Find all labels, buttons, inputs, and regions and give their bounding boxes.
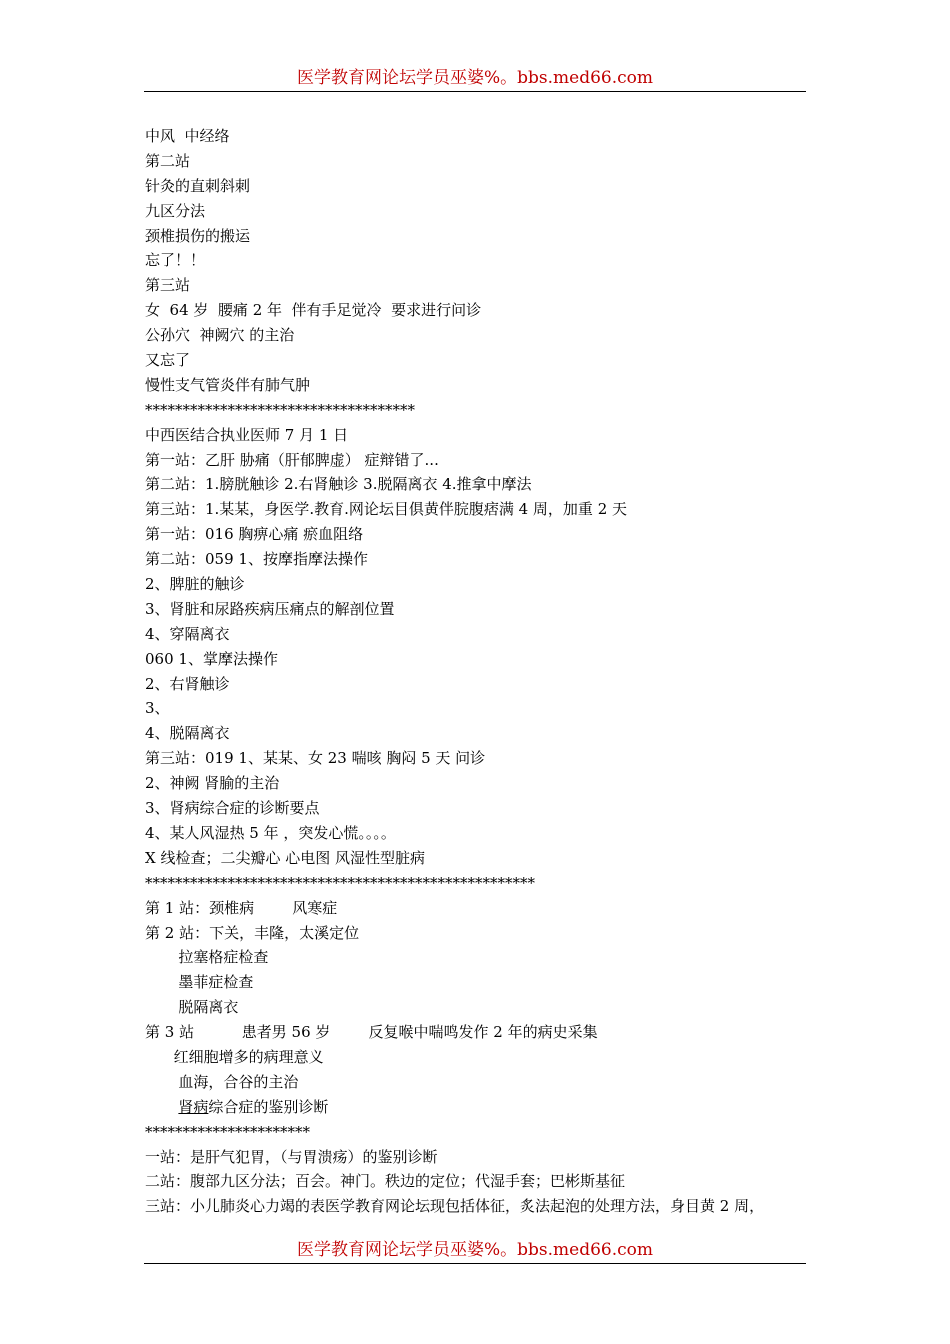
text-line: 第 1 站：颈椎病 风寒症: [145, 898, 338, 917]
text-line: 忘了！！: [145, 251, 206, 270]
line-rest: 综合症的鉴别诊断: [208, 1097, 329, 1116]
text-line: 拉塞格症检查: [145, 948, 269, 967]
text-line: 第二站：059 1、按摩指摩法操作: [145, 550, 368, 569]
text-line: ************************************: [145, 400, 415, 419]
text-line: ****************************************************: [145, 873, 535, 892]
line-indent: [145, 1098, 178, 1116]
text-line: 针灸的直刺斜刺: [145, 176, 251, 195]
text-line: 女 64 岁 腰痛 2 年 伴有手足觉冷 要求进行问诊: [145, 301, 482, 320]
text-line: 九区分法: [145, 201, 206, 220]
text-line: 第二站: [145, 151, 191, 170]
text-line: 慢性支气管炎伴有肺气肿: [145, 375, 311, 394]
text-line: 第三站: [145, 276, 191, 295]
text-line: 2、右肾触诊: [145, 674, 230, 693]
text-line: 第三站：019 1、某某、女 23 喘咳 胸闷 5 天 问诊: [145, 749, 486, 768]
text-line: 060 1、掌摩法操作: [145, 649, 278, 668]
text-line: 公孙穴 神阙穴 的主治: [145, 326, 295, 345]
text-line: 颈椎损伤的搬运: [145, 226, 251, 245]
document-body: [145, 124, 815, 1219]
text-line: 二站：腹部九区分法；百会。神门。秩边的定位；代湿手套；巴彬斯基征: [145, 1172, 626, 1191]
text-line: 一站：是肝气犯胃，（与胃溃疡）的鉴别诊断: [145, 1147, 438, 1166]
text-line: 4、穿隔离衣: [145, 624, 230, 643]
text-line: 血海，合谷的主治: [145, 1072, 299, 1091]
text-line: **********************: [145, 1122, 310, 1141]
text-line-underlined: [145, 1095, 815, 1120]
text-line: 第三站：1.某某，身医学.教育.网论坛目俱黄伴脘腹痞满 4 周，加重 2 天: [145, 500, 628, 519]
text-line: 红细胞增多的病理意义: [145, 1047, 324, 1066]
page-header: 医学教育网论坛学员巫婆%。bbs.med66.com: [296, 68, 654, 88]
text-line: 第 2 站：下关，丰隆，太溪定位: [145, 923, 360, 942]
header-rule: [144, 91, 806, 92]
underlined-term: 肾病: [178, 1097, 209, 1116]
text-line: 第 3 站 患者男 56 岁 反复喉中喘鸣发作 2 年的病史采集: [145, 1023, 598, 1042]
text-line: 中风 中经络: [145, 127, 230, 145]
text-line: 3、肾脏和尿路疾病压痛点的解剖位置: [145, 599, 395, 618]
text-line: 4、脱隔离衣: [145, 724, 230, 743]
text-line: 4、某人风湿热 5 年 ，突发心慌。。。。: [145, 823, 396, 842]
text-line: 3、: [145, 699, 170, 718]
footer-rule: [144, 1263, 806, 1264]
text-line: 3、肾病综合症的诊断要点: [145, 799, 320, 818]
text-line: 第二站：1.膀胱触诊 2.右肾触诊 3.脱隔离衣 4.推拿中摩法: [145, 475, 532, 494]
page-footer: 医学教育网论坛学员巫婆%。bbs.med66.com: [296, 1240, 654, 1260]
text-line: 又忘了: [145, 351, 191, 370]
text-line: 中西医结合执业医师 7 月 1 日: [145, 425, 349, 444]
text-line: 脱隔离衣: [145, 998, 239, 1017]
text-line: 三站：小儿肺炎心力竭的表医学教育网论坛现包括体征，炙法起泡的处理方法，身目黄 2 周，: [145, 1197, 765, 1216]
text-line: 2、脾脏的触诊: [145, 575, 245, 594]
text-line: 第一站：016 胸痹心痛 瘀血阻络: [145, 525, 364, 544]
text-line: 第一站：乙肝 胁痛（肝郁脾虚） 症辩错了...: [145, 450, 439, 469]
text-line: 墨菲症检查: [145, 973, 254, 992]
text-line: X 线检查；二尖瓣心 心电图 风湿性型脏病: [145, 848, 425, 867]
text-line: 2、神阙 肾腧的主治: [145, 774, 280, 793]
